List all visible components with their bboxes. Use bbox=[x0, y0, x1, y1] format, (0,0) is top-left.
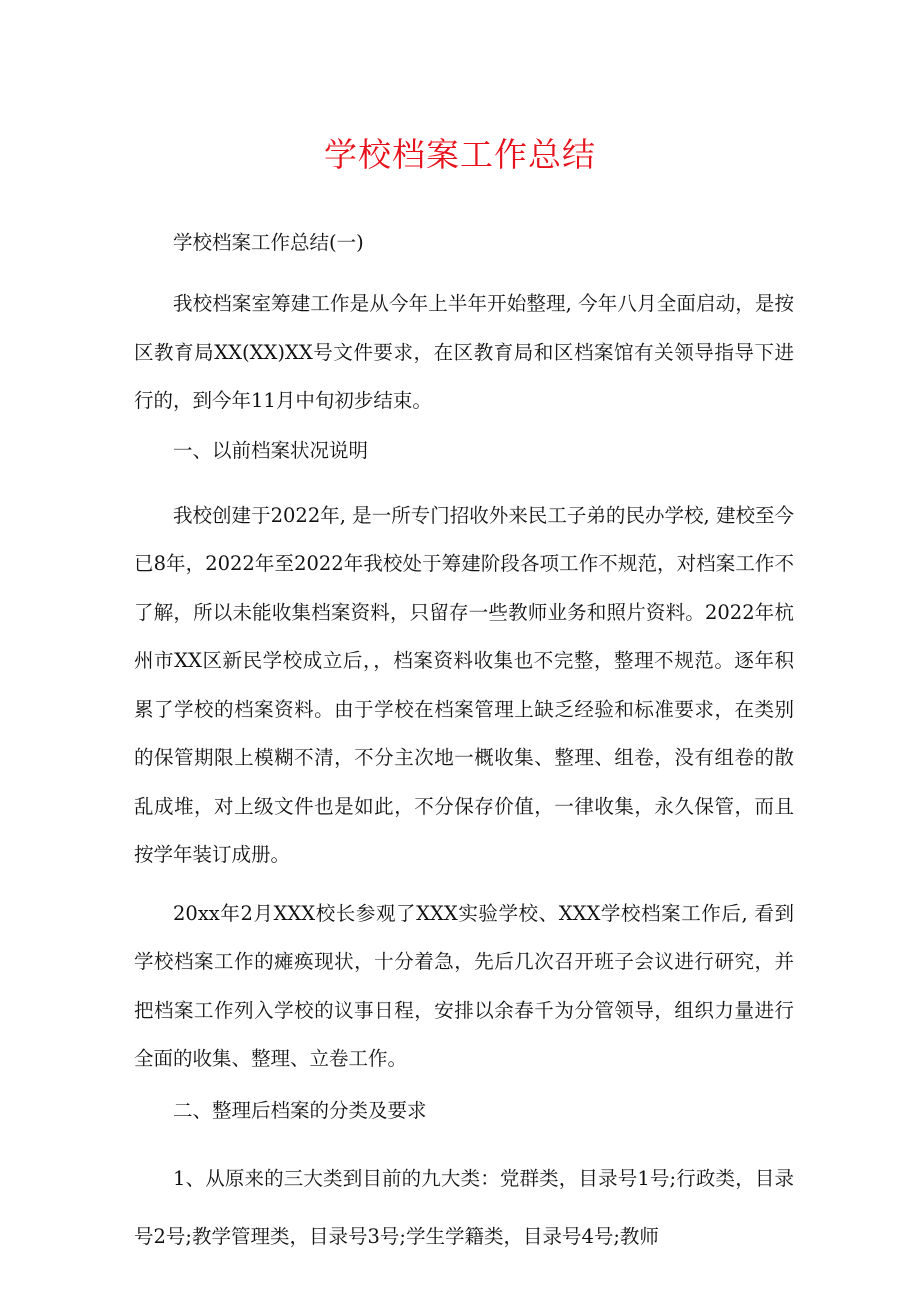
document-body bbox=[134, 228, 794, 1266]
paragraph-classification: 1、从原来的三大类到目前的九大类：党群类，目录号1号;行政类，目录号2号;教学管理类，目录号3号;学生学籍类，目录号4号;教师 bbox=[134, 1166, 794, 1248]
section-subtitle: 学校档案工作总结(一) bbox=[173, 231, 364, 254]
document-title: 学校档案工作总结 bbox=[324, 135, 596, 174]
paragraph-history: 我校创建于2022年, 是一所专门招收外来民工子弟的民办学校, 建校至今已8年，2022年至2022年我校处于筹建阶段各项工作不规范，对档案工作不了解，所以未能收集档案资料，只留存一些教师业务和照片资料。2022年杭州市XX区新民学校成立后，，档案资料收集也不完整，整理不规范。逐年积累了学校的档案资料。由于学校在档案管理上缺乏经验和标准要求，在类别的保管期限上模糊不清，不分主次地一概收集、整理、组卷，没有组卷的散乱成堆，对上级文件也是如此，不分保存价值，一律收集，永久保管，而且按学年装订成册。 bbox=[134, 503, 794, 866]
section-heading-2: 二、整理后档案的分类及要求 bbox=[173, 1098, 427, 1122]
paragraph-visit: 20xx年2月XXX校长参观了XXX实验学校、XXX学校档案工作后, 看到学校档案工作的瘫痪现状，十分着急，先后几次召开班子会议进行研究，并把档案工作列入学校的议事日程，安排以余春千为分管领导，组织力量进行全面的收集、整理、立卷工作。 bbox=[134, 901, 794, 1070]
paragraph-intro: 我校档案室筹建工作是从今年上半年开始整理, 今年八月全面启动，是按区教育局XX(XX)XX号文件要求，在区教育局和区档案馆有关领导指导下进行的，到今年11月中旬初步结束。 bbox=[134, 292, 794, 412]
section-heading-1: 一、以前档案状况说明 bbox=[173, 438, 369, 462]
